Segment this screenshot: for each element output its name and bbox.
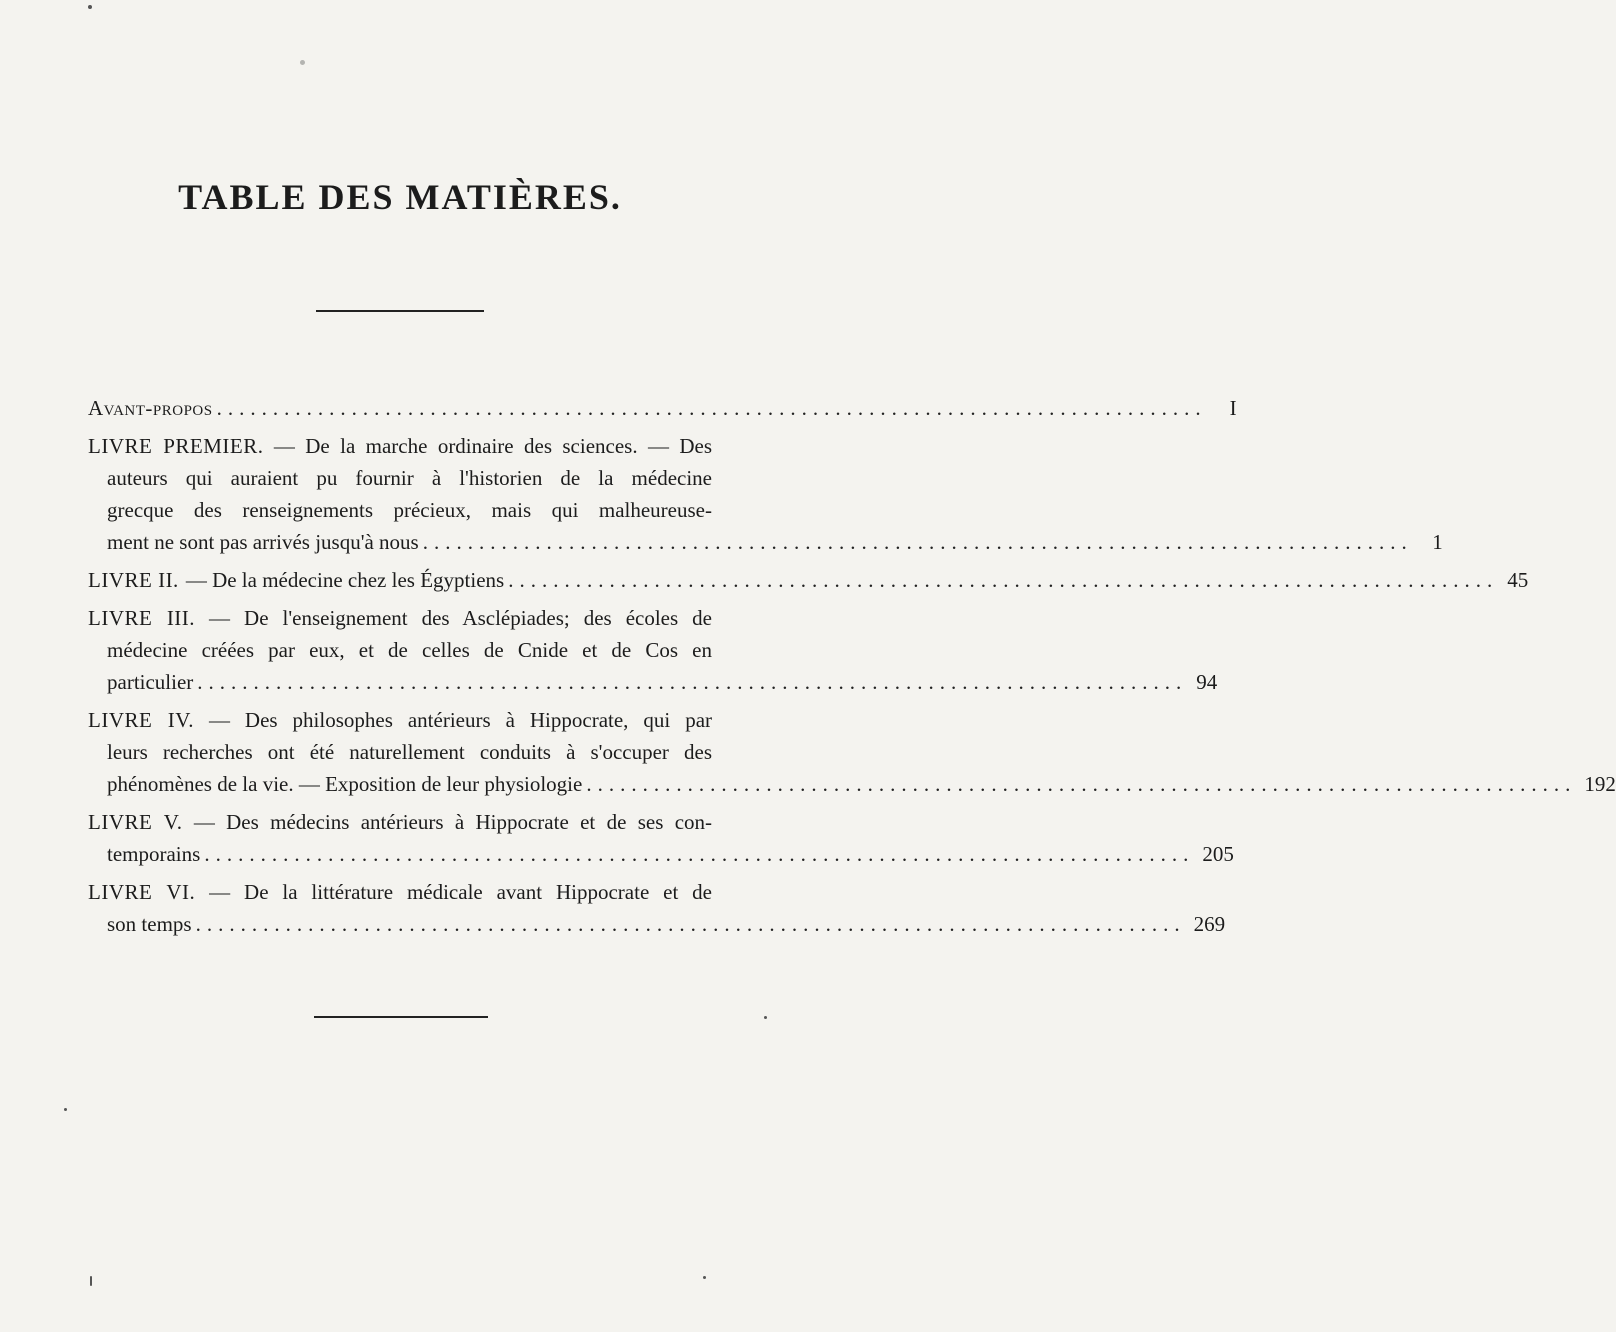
toc-entry-heading: LIVRE IV. <box>88 708 194 732</box>
toc-entry-text-line: — Des médecins antérieurs à Hippocrate et de ses con- <box>193 810 713 834</box>
toc-entry-heading: LIVRE III. <box>88 606 196 630</box>
toc-entry-text-line: ment ne sont pas arrivés jusqu'à nous <box>107 530 419 554</box>
scan-speck <box>64 1108 67 1111</box>
toc-entry-text-line: — Des philosophes antérieurs à Hippocrate, qui par <box>208 708 713 732</box>
toc-entry-livre-vi <box>88 876 1226 940</box>
toc-entry-text-line: phénomènes de la vie. — Exposition de leur physiologie <box>107 772 583 796</box>
toc-page-number: 192 <box>1584 772 1616 796</box>
toc-entry-text-line: son temps <box>107 912 192 936</box>
toc-page-number: 205 <box>1202 842 1234 866</box>
top-divider-rule <box>316 310 484 312</box>
toc-entry-text-line: auteurs qui auraient pu fournir à l'historien de la médecine <box>107 466 712 490</box>
dot-leader: ........................................................................................ <box>204 842 1195 866</box>
scan-speck <box>90 1276 92 1286</box>
toc-entry-livre-v <box>88 806 1234 870</box>
dot-leader: ........................................................................................ <box>197 670 1188 694</box>
toc-entry-text-line: grecque des renseignements précieux, mais qui malheureuse- <box>107 498 712 522</box>
toc-entry-text-line: — De l'enseignement des Asclépiades; des écoles de <box>209 606 712 630</box>
toc-entry-text-line: temporains <box>107 842 201 866</box>
scan-speck <box>88 5 92 9</box>
scan-speck <box>300 60 305 65</box>
dot-leader: ........................................................................................ <box>195 912 1186 936</box>
dot-leader: ........................................................................................ <box>508 568 1499 592</box>
toc-entry-heading: LIVRE PREMIER. <box>88 434 264 458</box>
toc-entry-livre-iv <box>88 704 1616 800</box>
toc-entry-livre-premier <box>88 430 1443 558</box>
scan-speck <box>764 1016 767 1019</box>
page-title: TABLE DES MATIÈRES. <box>178 177 622 217</box>
toc-entry-text-line: — De la médecine chez les Égyptiens <box>185 568 505 592</box>
toc-entry-heading: LIVRE VI. <box>88 880 196 904</box>
toc-page-number: 269 <box>1193 912 1226 936</box>
toc-entry-livre-iii <box>88 602 1218 698</box>
toc-page-number: 94 <box>1196 670 1218 694</box>
toc-entry-heading: Avant-propos <box>88 396 213 420</box>
toc-entry-livre-ii <box>88 564 1529 596</box>
toc-entry-text-line: particulier <box>107 670 194 694</box>
toc-page-number: 45 <box>1507 568 1529 592</box>
toc-entry-text-line: leurs recherches ont été naturellement conduits à s'occuper des <box>107 740 712 764</box>
toc-page-number: 1 <box>1432 530 1443 554</box>
toc-entry-heading: LIVRE V. <box>88 810 183 834</box>
toc-entry-text-line: — De la littérature médicale avant Hippocrate et de <box>209 880 713 904</box>
scan-speck <box>703 1276 706 1279</box>
table-of-contents <box>88 392 1616 946</box>
dot-leader: ........................................................................................ <box>586 772 1577 796</box>
toc-page-number: I <box>1229 396 1237 420</box>
toc-entry-avant-propos <box>88 392 1237 424</box>
bottom-divider-rule <box>314 1016 488 1018</box>
dot-leader: ........................................................................................ <box>422 530 1413 554</box>
toc-entry-text-line: — De la marche ordinaire des sciences. — Des <box>273 434 713 458</box>
toc-entry-text-line: médecine créées par eux, et de celles de Cnide et de Cos en <box>107 638 712 662</box>
toc-entry-heading: LIVRE II. <box>88 568 179 592</box>
dot-leader: ........................................................................................ <box>216 396 1207 420</box>
